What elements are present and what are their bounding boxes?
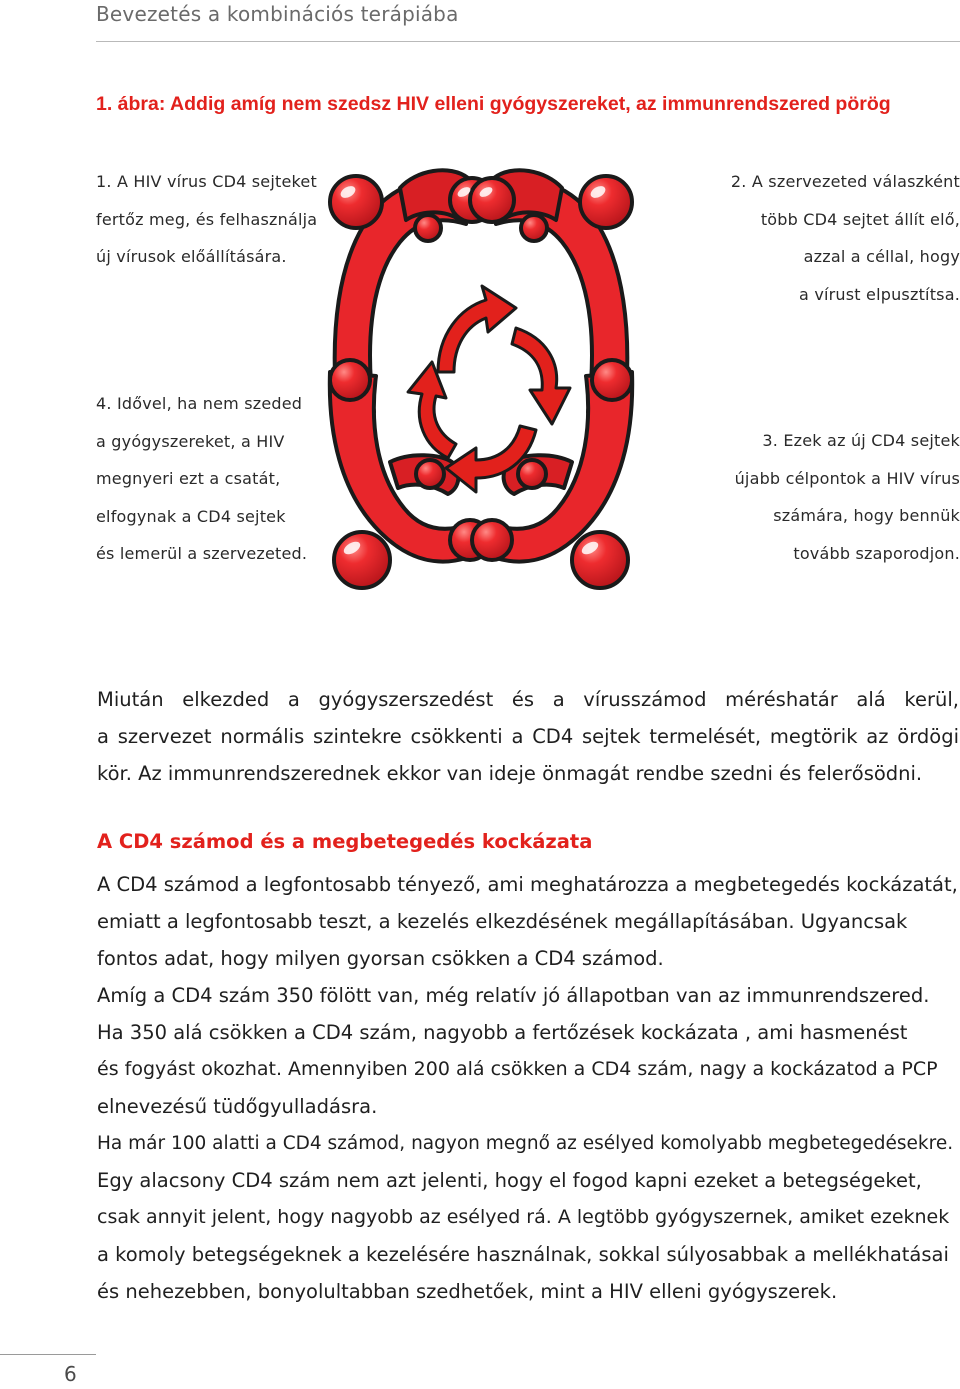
step-4-line: elfogynak a CD4 sejtek [96, 506, 286, 526]
step-4-line: a gyógyszereket, a HIV [96, 431, 285, 451]
header-rule [96, 41, 960, 42]
page-number: 6 [64, 1362, 77, 1386]
step-1-line: fertőz meg, és felhasználja [96, 209, 318, 229]
step-2-line: több CD4 sejtet állít elő, [760, 209, 960, 229]
section-line: Ha 350 alá csökken a CD4 szám, nagyobb a fertőzések kockázata , ami hasmenést [97, 1021, 908, 1044]
step-3-line: számára, hogy bennük [773, 506, 960, 525]
step-1-line: 1. A HIV vírus CD4 sejteket [96, 172, 317, 191]
step-4-text [96, 385, 307, 573]
section-heading: A CD4 számod és a megbetegedés kockázata [97, 830, 593, 853]
step-3-text [735, 422, 960, 572]
section-line: emiatt a legfontosabb teszt, a kezelés elkezdésének megállapításában. Ugyancsak [97, 910, 908, 933]
step-2-line: a vírust elpusztítsa. [799, 284, 960, 304]
step-3-line: tovább szaporodjon. [793, 543, 960, 563]
section-line: fontos adat, hogy milyen gyorsan csökken a CD4 számod. [97, 947, 664, 970]
cd4-cycle-illustration [320, 162, 642, 602]
running-title: Bevezetés a kombinációs terápiába [96, 2, 459, 26]
section-line: Amíg a CD4 szám 350 fölött van, még relatív jó állapotban van az immunrendszered. [97, 984, 930, 1007]
step-1-text [96, 163, 317, 276]
paragraph-line: kör. Az immunrendszerednek ekkor van ideje önmagát rendbe szedni és felerősödni. [97, 762, 923, 785]
section-body [97, 866, 959, 1310]
step-3-line: 3. Ezek az új CD4 sejtek [762, 431, 960, 450]
section-line: csak annyit jelent, hogy nagyobb az esélyed rá. A legtöbb gyógyszernek, amiket ezeknek [97, 1206, 950, 1228]
section-line: elnevezésű tüdőgyulladásra. [97, 1095, 378, 1118]
section-line: Egy alacsony CD4 szám nem azt jelenti, hogy el fogod kapni ezeket a betegségeket, [97, 1169, 922, 1192]
step-2-text [731, 163, 960, 313]
figure-title: 1. ábra: Addig amíg nem szedsz HIV elleni gyógyszereket, az immunrendszered pörög [96, 93, 891, 115]
section-line: és fogyást okozhat. Amennyiben 200 alá csökken a CD4 szám, nagy a kockázatod a PCP [97, 1058, 938, 1080]
section-line: Ha már 100 alatti a CD4 számod, nagyon megnő az esélyed komolyabb megbetegedésekre. [97, 1133, 954, 1154]
cycle-arrow-right [512, 328, 570, 424]
cycle-arrow-top-left [438, 286, 516, 372]
step-2-line: 2. A szervezeted válaszként [730, 172, 960, 191]
step-4-line: 4. Idővel, ha nem szeded [96, 394, 303, 413]
intro-paragraph [97, 681, 959, 792]
cycle-arrow-left [408, 362, 456, 458]
footer-rule [0, 1354, 96, 1355]
section-line: és nehezebben, bonyolultabban szedhetőek, mint a HIV elleni gyógyszerek. [97, 1280, 838, 1303]
step-3-line: újabb célpontok a HIV vírus [734, 468, 960, 488]
step-1-line: új vírusok előállítására. [96, 247, 287, 266]
step-4-line: és lemerül a szervezeted. [96, 544, 308, 563]
step-4-line: megnyeri ezt a csatát, [96, 469, 281, 488]
step-2-line: azzal a céllal, hogy [803, 247, 960, 266]
section-line: A CD4 számod a legfontosabb tényező, ami meghatározza a megbetegedés kockázatát, [97, 873, 958, 896]
paragraph-line: Miután elkezded a gyógyszerszedést és a vírusszámod méréshatár alá kerül, [97, 688, 959, 711]
paragraph-line: a szervezet normális szintekre csökkenti a CD4 sejtek termelését, megtörik az ördögi [97, 725, 959, 748]
section-line: a komoly betegségeknek a kezelésére használnak, sokkal súlyosabbak a mellékhatásai [97, 1243, 949, 1266]
